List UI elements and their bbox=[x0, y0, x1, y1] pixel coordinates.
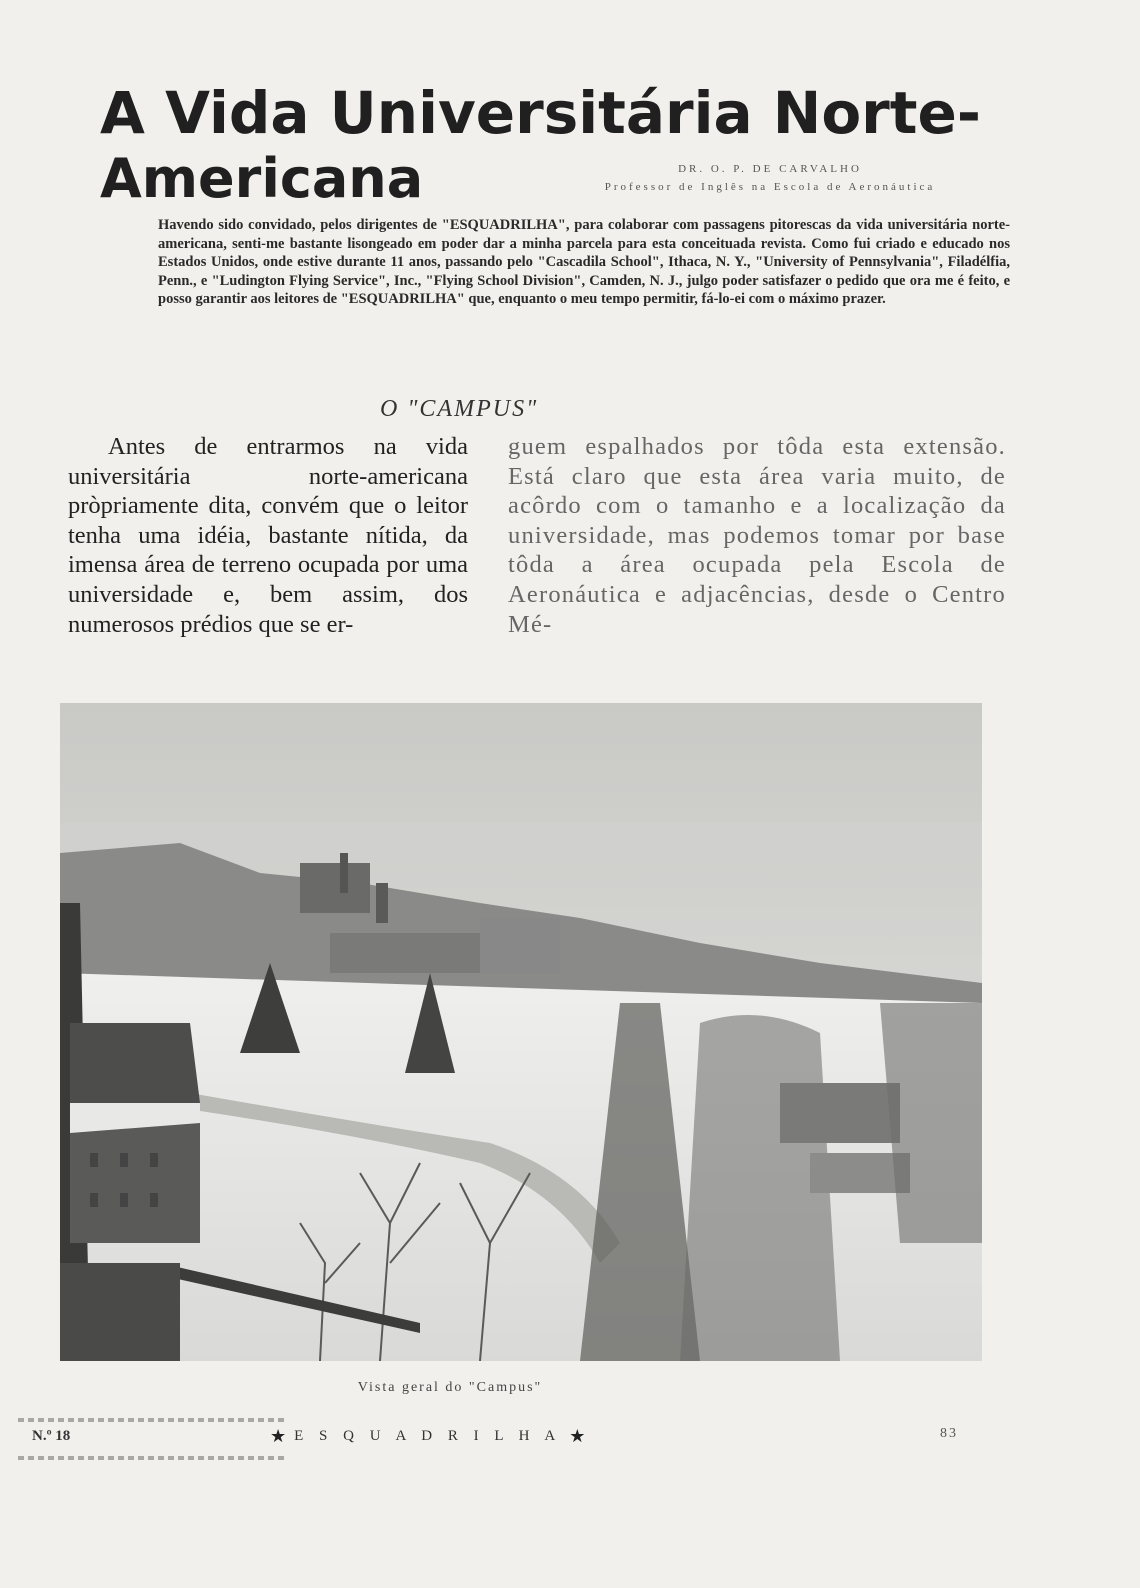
footer-ornament-bottom bbox=[18, 1456, 288, 1460]
footer-ornament-top bbox=[18, 1418, 288, 1422]
footer-issue-number: N.º 18 bbox=[32, 1428, 71, 1444]
byline-author: DR. O. P. DE CARVALHO bbox=[678, 163, 862, 175]
section-title: O "CAMPUS" bbox=[380, 396, 539, 422]
footer-magazine-name bbox=[270, 1426, 620, 1447]
footer-page-number: 83 bbox=[940, 1426, 958, 1441]
article-intro: Havendo sido convidado, pelos dirigentes de "ESQUADRILHA", para colaborar com passagens pitorescas da vida universitária norte-americana, senti-me bastante lisongeado em poder dar a minha parcela para esta conceituada revista. Como fui criado e educado nos Estados Unidos, onde estive durante 11 anos, passando pelo "Cascadila School", Ithaca, N. Y., "University of Pennsylvania", Filadélfia, Penn., e "Ludington Flying Service", Inc., "Flying School Division", Camden, N. J., julgo poder satisfazer o pedido que ora me é feito, e posso garantir aos leitores de "ESQUADRILHA" que, enquanto o meu tempo permitir, fá-lo-ei com o máximo prazer. bbox=[158, 217, 1010, 308]
body-paragraph-left: Antes de entrarmos na vida universitária norte-americana pròpriamente dita, convém que o leitor tenha uma idéia, bastante nítida, da imensa área de terreno ocupada por uma universidade e, bem assim, dos numerosos prédios que se er- bbox=[68, 433, 468, 638]
photo-caption: Vista geral do "Campus" bbox=[357, 1380, 543, 1395]
body-paragraph-right: guem espalhados por tôda esta extensão. Está claro que esta área varia muito, de acôrdo com o tamanho e a localização da universidade, mas podemos tomar por base tôda a área ocupada pela Escola de Aeronáutica e adjacências, desde o Centro Mé- bbox=[508, 433, 1006, 638]
article-byline bbox=[530, 160, 1010, 196]
footer-magazine-label: E S Q U A D R I L H A bbox=[294, 1428, 562, 1444]
byline-role: Professor de Inglês na Escola de Aeronáutica bbox=[604, 181, 936, 193]
star-icon: ★ bbox=[569, 1426, 586, 1446]
article-title-line2: Americana bbox=[100, 147, 424, 210]
article-title-line1: A Vida Universitária Norte- bbox=[100, 79, 981, 147]
body-column-right bbox=[508, 432, 1006, 639]
campus-photo bbox=[60, 703, 982, 1361]
body-column-left bbox=[68, 432, 468, 639]
campus-photo-drawing bbox=[60, 703, 982, 1361]
star-icon: ★ bbox=[270, 1426, 287, 1446]
